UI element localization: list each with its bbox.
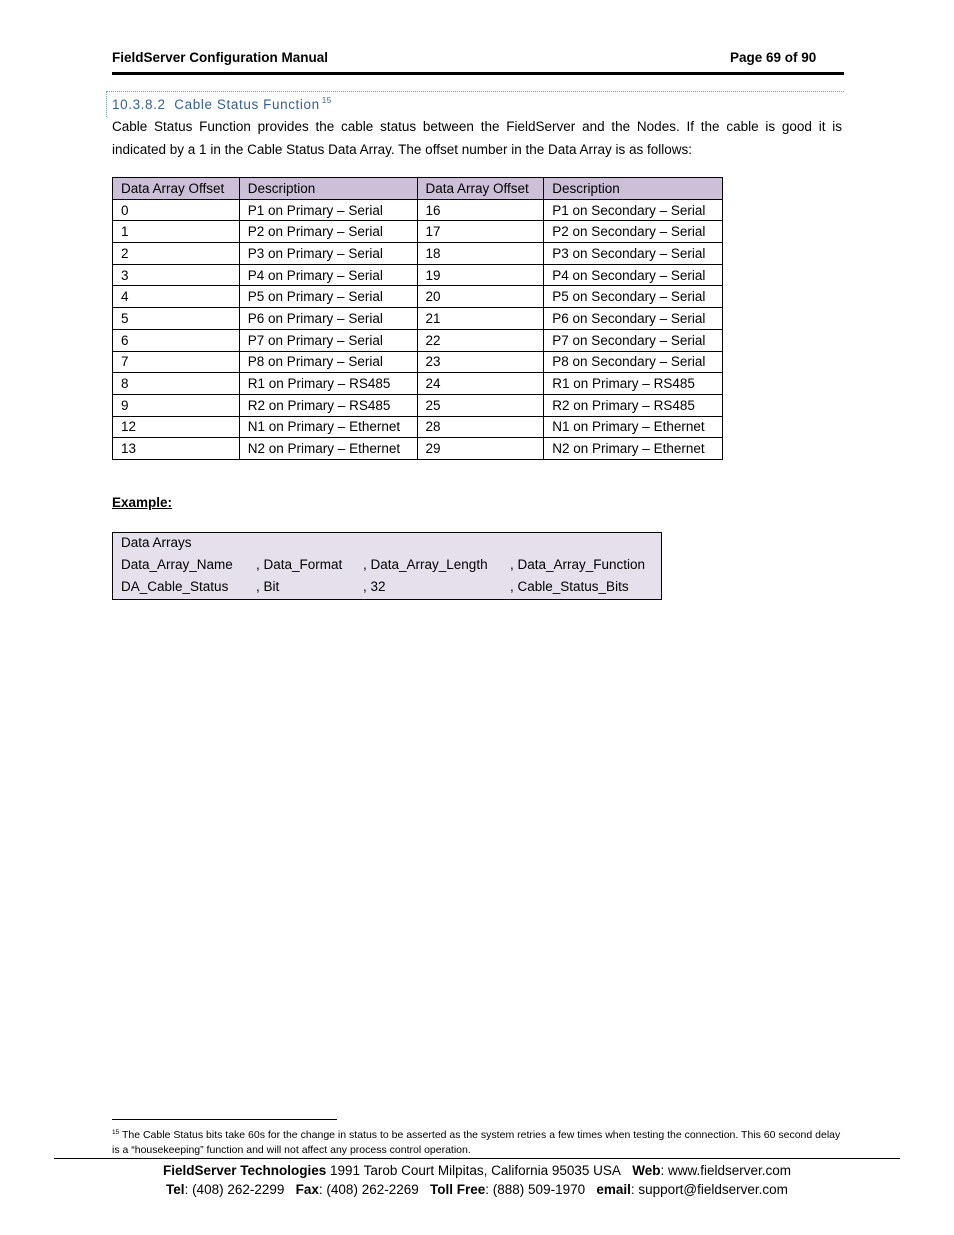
footer-web[interactable]: : www.fieldserver.com [660, 1163, 792, 1178]
footer-web-label: Web [632, 1163, 661, 1178]
footer-rule [54, 1158, 900, 1159]
table-cell: R1 on Primary – RS485 [544, 373, 723, 395]
table-cell: 18 [417, 243, 544, 265]
offset-table [112, 177, 723, 460]
table-cell: 21 [417, 308, 544, 330]
table-row [113, 221, 723, 243]
table-cell: N2 on Primary – Ethernet [239, 438, 417, 460]
footer-email-label: email [596, 1182, 631, 1197]
footer-line-address [54, 1163, 900, 1178]
table-cell: P4 on Secondary – Serial [544, 264, 723, 286]
config-value-length: , 32 [363, 579, 386, 594]
footer-tel: : (408) 262-2299 [184, 1182, 285, 1197]
footer-email[interactable]: : support@fieldserver.com [630, 1182, 788, 1197]
table-cell: P7 on Secondary – Serial [544, 329, 723, 351]
table-row [113, 286, 723, 308]
config-section-name: Data Arrays [121, 535, 192, 550]
table-cell: P8 on Primary – Serial [239, 351, 417, 373]
section-heading [112, 96, 332, 112]
section-number: 10.3.8.2 [112, 97, 166, 112]
table-cell: P8 on Secondary – Serial [544, 351, 723, 373]
table-cell: R2 on Primary – RS485 [544, 394, 723, 416]
table-cell: N1 on Primary – Ethernet [239, 416, 417, 438]
footer-line-contact [54, 1182, 900, 1197]
footnote-rule [112, 1119, 337, 1120]
table-cell: P1 on Secondary – Serial [544, 199, 723, 221]
footer-fax-label: Fax [295, 1182, 319, 1197]
table-cell: P2 on Primary – Serial [239, 221, 417, 243]
footer-tollfree: : (888) 509-1970 [485, 1182, 586, 1197]
table-row [113, 416, 723, 438]
table-cell: 16 [417, 199, 544, 221]
config-column-function: , Data_Array_Function [510, 557, 646, 572]
example-config-box [112, 532, 662, 600]
table-row [113, 199, 723, 221]
config-column-name: Data_Array_Name [121, 557, 233, 572]
table-cell: 6 [113, 329, 240, 351]
table-cell: 0 [113, 199, 240, 221]
table-cell: 13 [113, 438, 240, 460]
footnote-number: 15 [112, 1129, 120, 1136]
table-cell: 17 [417, 221, 544, 243]
example-label: Example: [112, 495, 173, 510]
table-cell: 19 [417, 264, 544, 286]
table-header-cell: Data Array Offset [417, 178, 544, 200]
table-cell: 12 [113, 416, 240, 438]
table-cell: P1 on Primary – Serial [239, 199, 417, 221]
table-cell: R2 on Primary – RS485 [239, 394, 417, 416]
table-cell: 22 [417, 329, 544, 351]
table-row [113, 438, 723, 460]
table-header-row [113, 178, 723, 200]
table-cell: 1 [113, 221, 240, 243]
table-cell: 4 [113, 286, 240, 308]
table-cell: 23 [417, 351, 544, 373]
table-header-cell: Description [544, 178, 723, 200]
table-cell: 3 [113, 264, 240, 286]
table-cell: P7 on Primary – Serial [239, 329, 417, 351]
table-cell: P6 on Primary – Serial [239, 308, 417, 330]
table-cell: P3 on Secondary – Serial [544, 243, 723, 265]
table-cell: P5 on Secondary – Serial [544, 286, 723, 308]
table-cell: N2 on Primary – Ethernet [544, 438, 723, 460]
section-title: Cable Status Function [174, 97, 320, 112]
footnote-text: The Cable Status bits take 60s for the change in status to be asserted as the system retries a few times when testing the connection. This 60 second delay is a “housekeeping” function and will not affect any process control operation. [112, 1129, 841, 1156]
table-header-cell: Description [239, 178, 417, 200]
footer-company: FieldServer Technologies [162, 1163, 327, 1178]
footer-fax: : (408) 262-2269 [318, 1182, 419, 1197]
table-row [113, 264, 723, 286]
table-cell: 5 [113, 308, 240, 330]
config-value-name: DA_Cable_Status [121, 579, 229, 594]
table-cell: 2 [113, 243, 240, 265]
table-row [113, 351, 723, 373]
table-row [113, 308, 723, 330]
table-cell: 24 [417, 373, 544, 395]
table-cell: 28 [417, 416, 544, 438]
footnote-reference[interactable]: 15 [321, 96, 332, 105]
footer-tel-label: Tel [166, 1182, 185, 1197]
config-column-length: , Data_Array_Length [363, 557, 488, 572]
table-cell: 7 [113, 351, 240, 373]
table-cell: 8 [113, 373, 240, 395]
footer-address: 1991 Tarob Court Milpitas, California 95035 USA [326, 1163, 621, 1178]
table-row [113, 243, 723, 265]
table-cell: R1 on Primary – RS485 [239, 373, 417, 395]
table-cell: N1 on Primary – Ethernet [544, 416, 723, 438]
table-cell: P4 on Primary – Serial [239, 264, 417, 286]
table-cell: 29 [417, 438, 544, 460]
table-cell: 20 [417, 286, 544, 308]
footer-tollfree-label: Toll Free [430, 1182, 486, 1197]
table-row [113, 394, 723, 416]
table-body [113, 199, 723, 459]
intro-paragraph: Cable Status Function provides the cable status between the FieldServer and the Nodes. If the cable is good it is indicated by a 1 in the Cable Status Data Array. The offset number in the Data Array is as follows: [112, 119, 842, 157]
table-cell: P3 on Primary – Serial [239, 243, 417, 265]
table-cell: P2 on Secondary – Serial [544, 221, 723, 243]
header-title: FieldServer Configuration Manual [112, 50, 329, 65]
header-page-number: Page 69 of 90 [730, 50, 817, 65]
header-rule [112, 72, 844, 75]
footnote [112, 1125, 842, 1158]
config-column-format: , Data_Format [256, 557, 343, 572]
table-row [113, 373, 723, 395]
table-cell: 9 [113, 394, 240, 416]
config-value-format: , Bit [256, 579, 280, 594]
table-cell: P5 on Primary – Serial [239, 286, 417, 308]
table-cell: P6 on Secondary – Serial [544, 308, 723, 330]
table-header-cell: Data Array Offset [113, 178, 240, 200]
table-row [113, 329, 723, 351]
table-cell: 25 [417, 394, 544, 416]
config-value-function: , Cable_Status_Bits [510, 579, 629, 594]
